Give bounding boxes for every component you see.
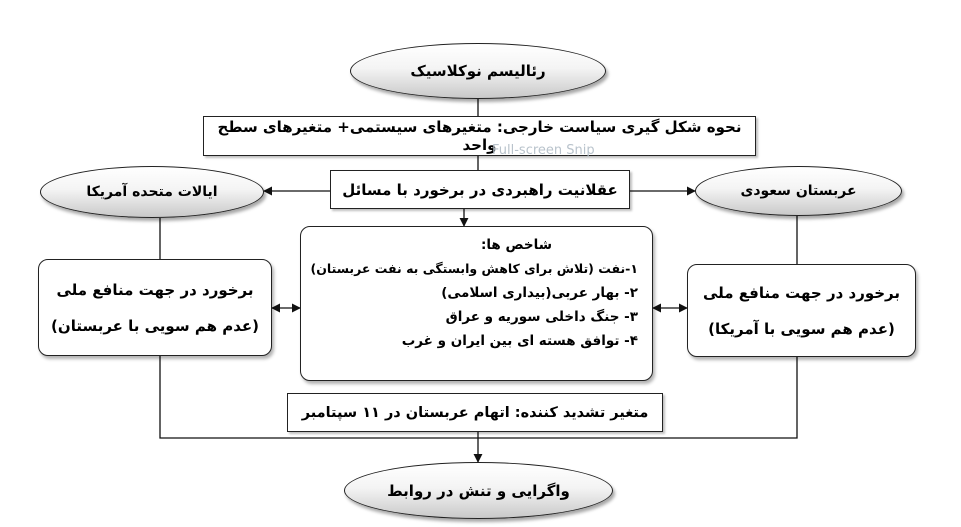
- saudi-approach-box: [687, 264, 916, 357]
- strategic-rationality-box: [330, 170, 630, 209]
- usa-label: ایالات متحده آمریکا: [86, 184, 218, 200]
- usa-approach-line2: (عدم هم سویی با عربستان): [51, 316, 259, 335]
- result-label: واگرایی و تنش در روابط: [387, 481, 570, 500]
- neoclassical-realism-label: رئالیسم نوکلاسیک: [410, 62, 546, 80]
- saudi-ellipse: [695, 166, 902, 216]
- watermark-text: Full-screen Snip: [492, 143, 595, 158]
- indicator-item-3: ۳- جنگ داخلی سوریه و عراق: [445, 309, 638, 325]
- intensifier-box: [287, 393, 663, 432]
- usa-ellipse: [40, 166, 264, 218]
- foreign-policy-label: نحوه شکل گیری سیاست خارجی: متغیرهای سیستمی+ متغیرهای سطح واحد: [217, 118, 742, 154]
- result-ellipse: [344, 462, 613, 519]
- usa-approach-box: [38, 259, 272, 356]
- saudi-approach-line1: برخورد در جهت منافع ملی: [702, 283, 901, 302]
- indicator-item-4: ۴- توافق هسته ای بین ایران و غرب: [401, 333, 638, 349]
- indicators-box: [300, 226, 653, 381]
- indicators-title: شاخص ها:: [480, 237, 552, 253]
- saudi-label: عربستان سعودی: [740, 183, 857, 199]
- neoclassical-realism-ellipse: [350, 43, 606, 99]
- strategic-rationality-label: عقلانیت راهبردی در برخورد با مسائل: [342, 180, 618, 199]
- indicator-item-2: ۲- بهار عربی(بیداری اسلامی): [441, 285, 638, 301]
- saudi-approach-line2: (عدم هم سویی با آمریکا): [708, 319, 895, 338]
- indicator-item-1: ۱-نفت (تلاش برای کاهش وابستگی به نفت عربستان): [310, 261, 638, 276]
- foreign-policy-box: [203, 116, 756, 156]
- intensifier-label: متغیر تشدید کننده: اتهام عربستان در ۱۱ سپتامبر: [301, 404, 649, 421]
- usa-approach-line1: برخورد در جهت منافع ملی: [56, 280, 254, 299]
